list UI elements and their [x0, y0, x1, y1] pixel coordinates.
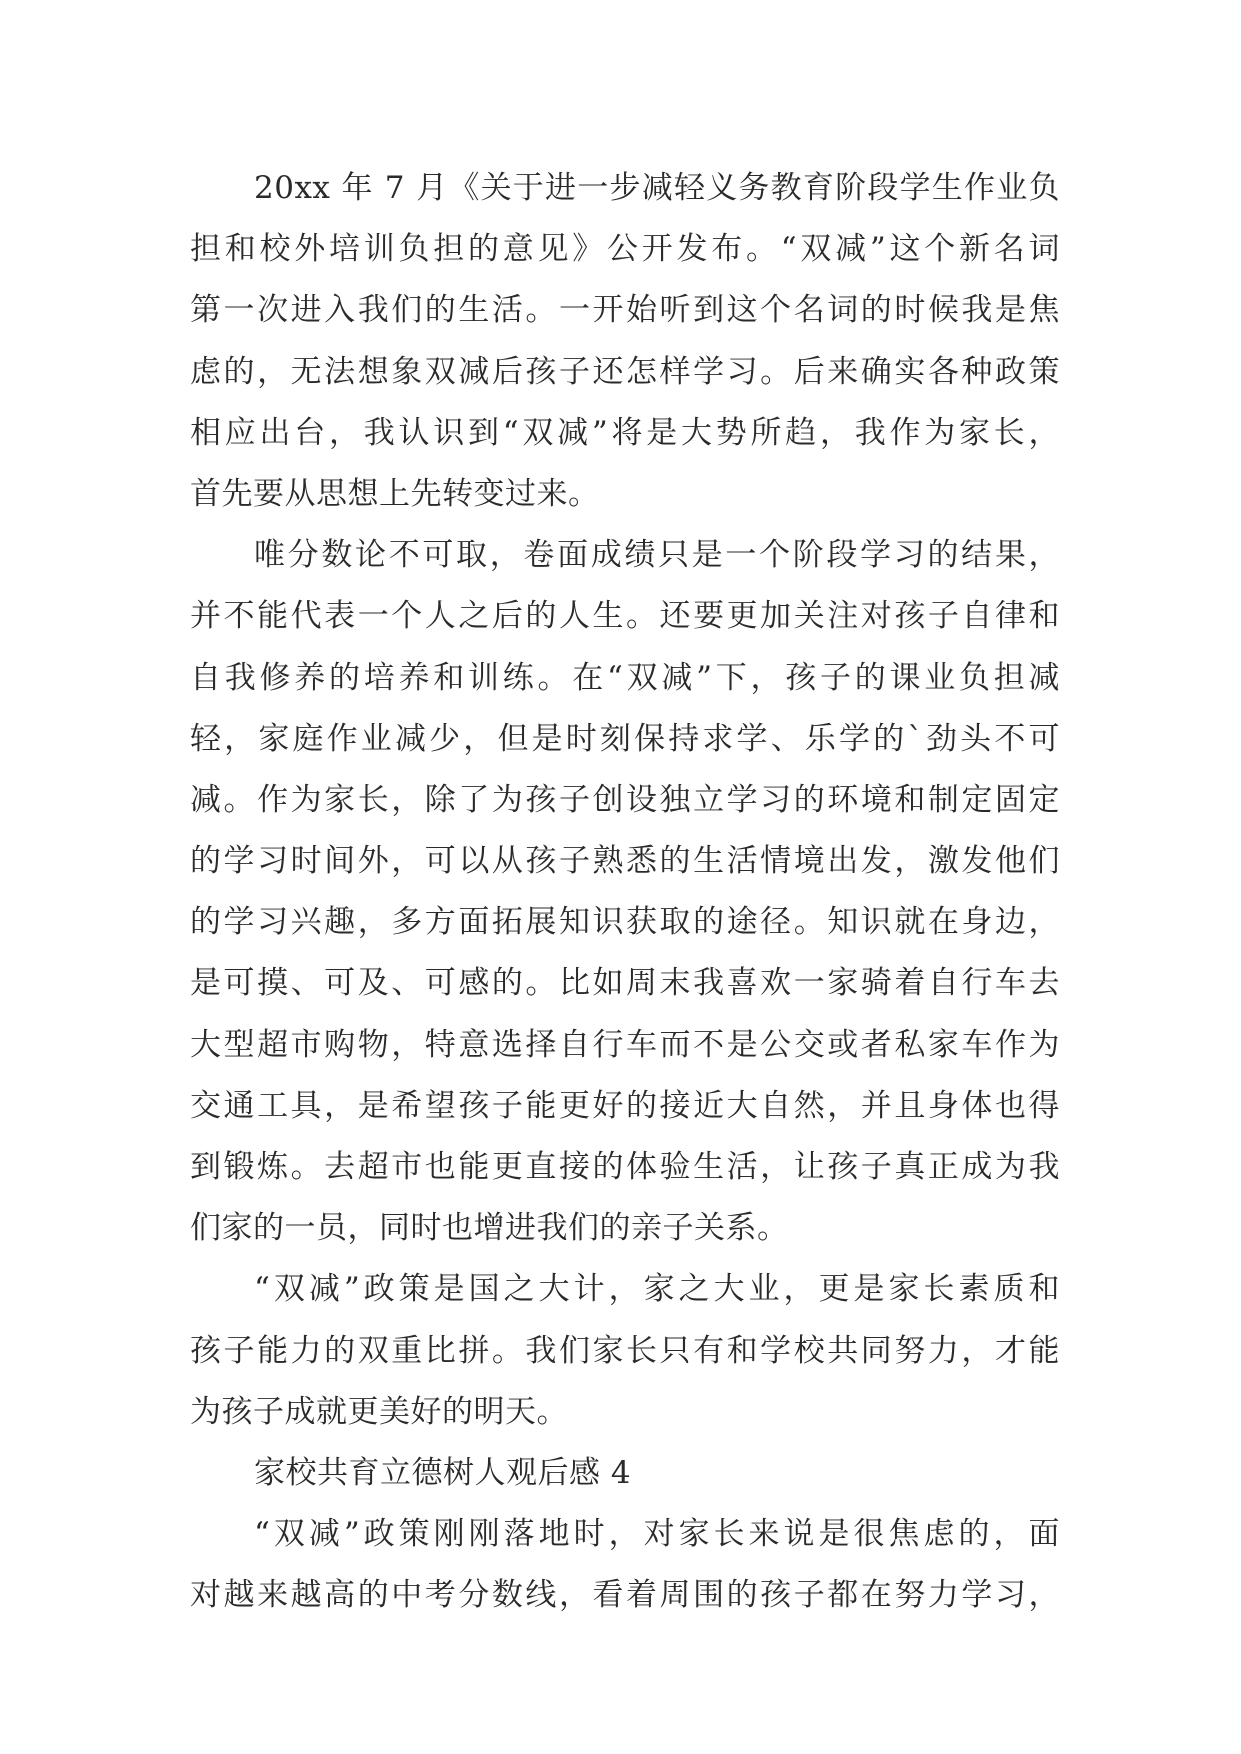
text-line: 减。作为家长，除了为孩子创设独立学习的环境和制定固定: [190, 781, 1060, 818]
text-line: 20xx 年 7 月《关于进一步减轻义务教育阶段学生作业负: [254, 170, 1060, 206]
text-line: “双减”政策刚刚落地时，对家长来说是很焦虑的，面: [254, 1516, 1060, 1553]
section-heading: 家校共育立德树人观后感 4: [254, 1454, 632, 1491]
text-line: 到锻炼。去超市也能更直接的体验生活，让孩子真正成为我: [190, 1149, 1060, 1185]
text-line: “双减”政策是国之大计，家之大业，更是家长素质和: [254, 1271, 1060, 1308]
text-line: 并不能代表一个人之后的人生。还要更加关注对孩子自律和: [190, 598, 1060, 635]
text-line: 交通工具，是希望孩子能更好的接近大自然，并且身体也得: [190, 1087, 1060, 1124]
paragraph-2: [190, 525, 1060, 1259]
text-line: 们家的一员，同时也增进我们的亲子关系。: [190, 1210, 789, 1247]
text-line: 轻，家庭作业减少，但是时刻保持求学、乐学的`劲头不可: [190, 720, 1060, 757]
text-line: 自我修养的培养和训练。在“双减”下，孩子的课业负担减: [190, 659, 1060, 696]
text-line: 担和校外培训负担的意见》公开发布。“双减”这个新名词: [190, 231, 1060, 268]
text-line: 首先要从思想上先转变过来。: [190, 475, 600, 512]
text-line: 是可摸、可及、可感的。比如周末我喜欢一家骑着自行车去: [190, 965, 1060, 1002]
text-line: 的学习兴趣，多方面拓展知识获取的途径。知识就在身边，: [190, 904, 1060, 941]
text-line: 孩子能力的双重比拼。我们家长只有和学校共同努力，才能: [190, 1332, 1060, 1369]
text-line: 大型超市购物，特意选择自行车而不是公交或者私家车作为: [190, 1026, 1060, 1063]
paragraph-4: [190, 1504, 1060, 1626]
text-line: 相应出台，我认识到“双减”将是大势所趋，我作为家长，: [190, 414, 1060, 451]
text-line: 第一次进入我们的生活。一开始听到这个名词的时候我是焦: [190, 292, 1060, 329]
document-body: [190, 158, 1060, 1627]
paragraph-1: [190, 158, 1060, 525]
text-line: 唯分数论不可取，卷面成绩只是一个阶段学习的结果，: [254, 537, 1060, 574]
text-line: 为孩子成就更美好的明天。: [190, 1393, 568, 1430]
text-line: 的学习时间外，可以从孩子熟悉的生活情境出发，激发他们: [190, 843, 1060, 880]
text-line: 虑的，无法想象双减后孩子还怎样学习。后来确实各种政策: [190, 353, 1060, 390]
text-line: 对越来越高的中考分数线，看着周围的孩子都在努力学习，: [190, 1577, 1060, 1614]
paragraph-3: [190, 1259, 1060, 1443]
